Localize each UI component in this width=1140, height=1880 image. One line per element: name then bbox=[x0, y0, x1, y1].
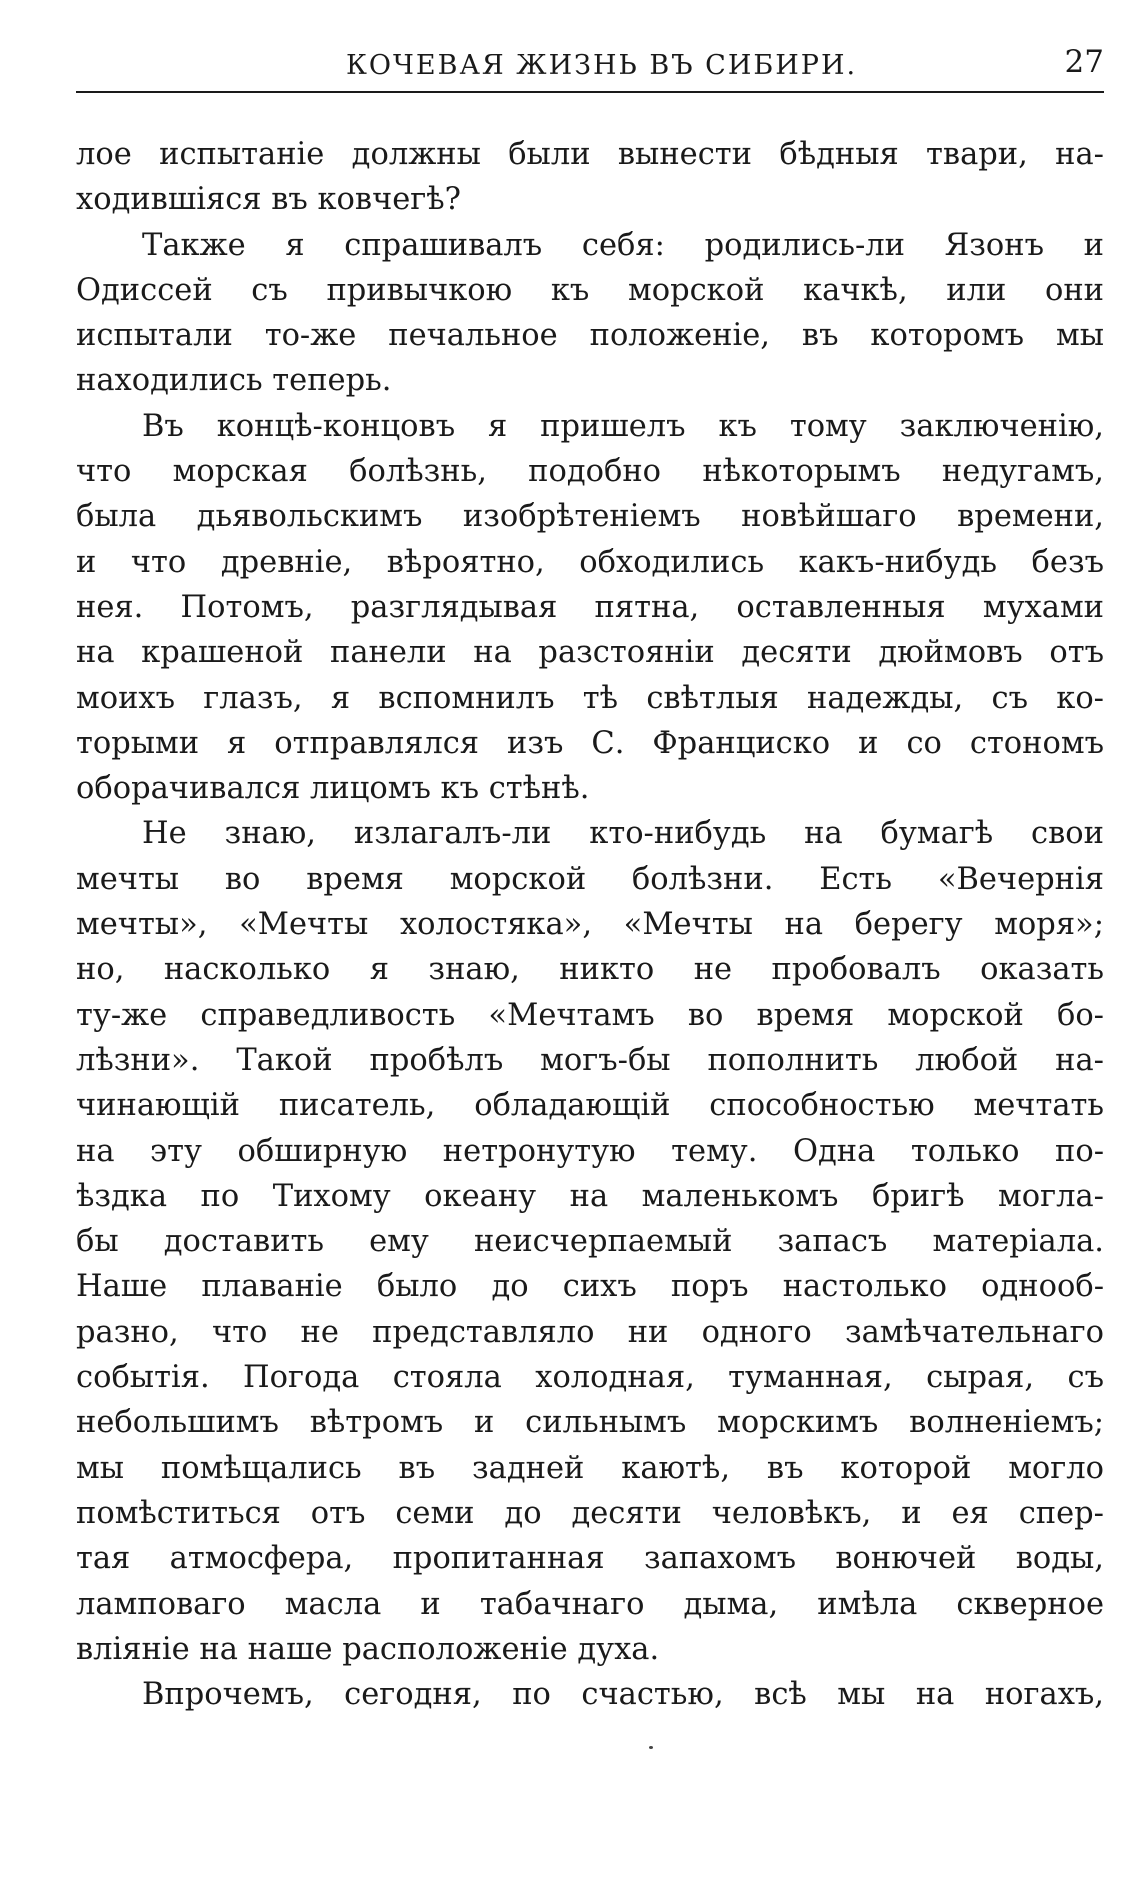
text-line: вліяніе на наше расположеніе духа. bbox=[76, 1631, 660, 1667]
text-line: и что древніе, вѣроятно, обходились какъ-нибудь безъ bbox=[76, 544, 1104, 580]
ink-speck bbox=[649, 1746, 653, 1749]
text-line: мечты», «Мечты холостяка», «Мечты на берегу моря»; bbox=[76, 907, 1104, 943]
text-line: чинающій писатель, обладающій способностью мечтать bbox=[76, 1088, 1104, 1124]
text-line: нея. Потомъ, разглядывая пятна, оставленныя мухами bbox=[76, 589, 1104, 625]
text-line: ѣздка по Тихому океану на маленькомъ бригѣ могла- bbox=[76, 1178, 1104, 1214]
text-line: была дьявольскимъ изобрѣтеніемъ новѣйшаго времени, bbox=[76, 499, 1104, 535]
header-rule bbox=[76, 91, 1104, 93]
text-line: но, насколько я знаю, никто не пробовалъ оказать bbox=[76, 952, 1104, 988]
text-line: небольшимъ вѣтромъ и сильнымъ морскимъ волненіемъ; bbox=[76, 1405, 1104, 1441]
text-line: на крашеной панели на разстояніи десяти дюймовъ отъ bbox=[76, 635, 1104, 671]
text-line: ходившіяся въ ковчегѣ? bbox=[76, 182, 462, 218]
text-line: бы доставить ему неисчерпаемый запасъ матеріала. bbox=[76, 1224, 1104, 1260]
text-line: разно, что не представляло ни одного замѣчательнаго bbox=[76, 1314, 1104, 1350]
text-line: Впрочемъ, сегодня, по счастью, всѣ мы на ногахъ, bbox=[142, 1677, 1104, 1713]
text-line: лѣзни». Такой пробѣлъ могъ-бы пополнить любой на- bbox=[76, 1042, 1104, 1078]
text-line: ту-же справедливость «Мечтамъ во время морской бо- bbox=[76, 997, 1104, 1033]
page-number: 27 bbox=[1064, 44, 1104, 80]
running-head bbox=[76, 46, 1104, 86]
text-line: Не знаю, излагалъ-ли кто-нибудь на бумагѣ свои bbox=[142, 816, 1104, 852]
text-line: тая атмосфера, пропитанная запахомъ вонючей воды, bbox=[76, 1541, 1104, 1577]
text-line: торыми я отправлялся изъ С. Франциско и со стономъ bbox=[76, 725, 1104, 761]
text-line: Наше плаваніе было до сихъ поръ настолько однооб- bbox=[76, 1269, 1104, 1305]
text-line: находились теперь. bbox=[76, 363, 392, 399]
text-line: Также я спрашивалъ себя: родились-ли Язонъ и bbox=[142, 227, 1104, 263]
text-line: оборачивался лицомъ къ стѣнѣ. bbox=[76, 771, 590, 807]
running-title: КОЧЕВАЯ ЖИЗНЬ ВЪ СИБИРИ. bbox=[346, 50, 858, 81]
text-line: помѣститься отъ семи до десяти человѣкъ, и ея спер- bbox=[76, 1495, 1104, 1531]
text-line: событія. Погода стояла холодная, туманная, сырая, съ bbox=[76, 1360, 1104, 1396]
text-line: мечты во время морской болѣзни. Есть «Вечернія bbox=[76, 861, 1104, 897]
text-line: Одиссей съ привычкою къ морской качкѣ, или они bbox=[76, 272, 1104, 308]
text-line: моихъ глазъ, я вспомнилъ тѣ свѣтлыя надежды, съ ко- bbox=[76, 680, 1104, 716]
text-line: Въ концѣ-концовъ я пришелъ къ тому заключенію, bbox=[142, 408, 1104, 444]
text-line: ламповаго масла и табачнаго дыма, имѣла скверное bbox=[76, 1586, 1104, 1622]
text-line: лое испытаніе должны были вынести бѣдныя твари, на- bbox=[76, 137, 1104, 172]
text-line: на эту обширную нетронутую тему. Одна только по- bbox=[76, 1133, 1104, 1169]
text-line: испытали то-же печальное положеніе, въ которомъ мы bbox=[76, 318, 1104, 354]
body-text bbox=[76, 132, 1104, 1717]
text-line: мы помѣщались въ задней каютѣ, въ которой могло bbox=[76, 1450, 1104, 1486]
text-line: что морская болѣзнь, подобно нѣкоторымъ недугамъ, bbox=[76, 454, 1104, 490]
